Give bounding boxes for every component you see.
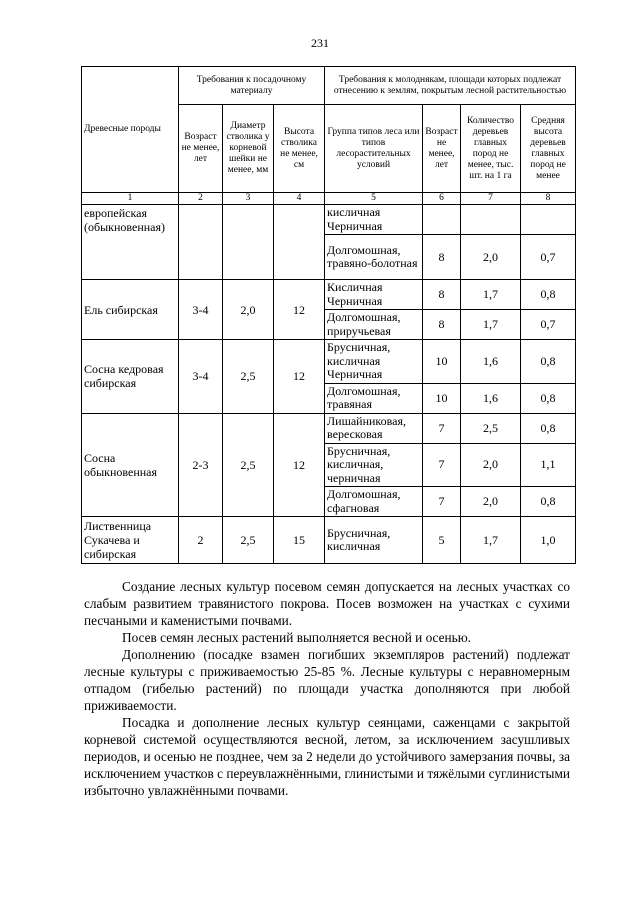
seedling-height: 12	[274, 413, 325, 517]
average-height: 0,8	[521, 280, 576, 310]
body-text	[84, 578, 570, 799]
paragraph: Создание лесных культур посевом семян допускается на лесных участках со слабым развитием травянистого покрова. Посев возможен на участках с сухими песчаными и каменистыми почвами.	[84, 579, 570, 628]
paragraph: Дополнению (посадке взамен погибших экземпляров растений) подлежат лесные культуры с приживаемостью 25-85 %. Лесные культуры с неравномерным отпадом (гибелью растений) по площади участка дополняются при любой приживаемости.	[84, 647, 570, 713]
seedling-age: 3-4	[179, 340, 223, 414]
table-row	[82, 517, 576, 564]
forest-type: Долгомошная, травяная	[325, 383, 423, 413]
average-height: 0,7	[521, 310, 576, 340]
forest-type: Брусничная, кисличная	[325, 517, 423, 564]
seedling-height: 12	[274, 280, 325, 340]
forest-type: кисличная Черничная	[325, 205, 423, 235]
tree-count: 1,6	[461, 383, 521, 413]
species-name: Сосна кедровая сибирская	[82, 340, 179, 414]
tree-count: 1,7	[461, 310, 521, 340]
column-number: 1	[82, 193, 179, 205]
header-species: Древесные породы	[82, 67, 179, 193]
average-height	[521, 205, 576, 235]
average-height: 0,8	[521, 340, 576, 384]
seedling-diameter: 2,5	[223, 340, 274, 414]
seedling-diameter	[223, 205, 274, 280]
header-age: Возраст не менее, лет	[179, 105, 223, 193]
seedling-age: 2-3	[179, 413, 223, 517]
tree-count: 2,0	[461, 443, 521, 487]
seedling-age	[179, 205, 223, 280]
young-age: 10	[423, 383, 461, 413]
page-number: 231	[311, 36, 329, 50]
header-diameter: Диаметр стволика у корневой шейки не менее, мм	[223, 105, 274, 193]
young-age: 8	[423, 310, 461, 340]
seedling-age: 2	[179, 517, 223, 564]
column-number: 2	[179, 193, 223, 205]
tree-count: 2,0	[461, 235, 521, 280]
young-age: 7	[423, 413, 461, 443]
forest-type: Брусничная, кисличная, черничная	[325, 443, 423, 487]
column-number: 3	[223, 193, 274, 205]
young-age: 7	[423, 443, 461, 487]
tree-count: 2,5	[461, 413, 521, 443]
seedling-diameter: 2,5	[223, 413, 274, 517]
table-row	[82, 280, 576, 310]
average-height: 1,0	[521, 517, 576, 564]
tree-count	[461, 205, 521, 235]
header-young-age: Возраст не менее, лет	[423, 105, 461, 193]
species-name: Лиственница Сукачева и сибирская	[82, 517, 179, 564]
column-number: 7	[461, 193, 521, 205]
average-height: 0,8	[521, 383, 576, 413]
header-forest-type: Группа типов леса или типов лесорастительных условий	[325, 105, 423, 193]
table-row	[82, 413, 576, 443]
average-height: 0,8	[521, 487, 576, 517]
young-age: 8	[423, 235, 461, 280]
seedling-diameter: 2,0	[223, 280, 274, 340]
forest-requirements-table	[81, 66, 576, 564]
seedling-height: 15	[274, 517, 325, 564]
table-row	[82, 205, 576, 235]
young-age: 7	[423, 487, 461, 517]
species-name: европейская (обыкновенная)	[82, 205, 179, 280]
average-height: 0,7	[521, 235, 576, 280]
species-name: Ель сибирская	[82, 280, 179, 340]
young-age: 5	[423, 517, 461, 564]
paragraph: Посев семян лесных растений выполняется весной и осенью.	[122, 630, 471, 645]
header-young-stands: Требования к молоднякам, площади которых подлежат отнесению к землям, покрытым лесной растительностью	[325, 67, 576, 105]
seedling-height	[274, 205, 325, 280]
column-number: 8	[521, 193, 576, 205]
column-number: 6	[423, 193, 461, 205]
column-number: 5	[325, 193, 423, 205]
seedling-height: 12	[274, 340, 325, 414]
forest-type: Брусничная, кисличная Черничная	[325, 340, 423, 384]
average-height: 1,1	[521, 443, 576, 487]
column-number: 4	[274, 193, 325, 205]
tree-count: 1,7	[461, 280, 521, 310]
forest-type: Долгомошная, приручьевая	[325, 310, 423, 340]
paragraph: Посадка и дополнение лесных культур сеянцами, саженцами с закрытой корневой системой осуществляются весной, летом, за исключением засушливых периодов, и осенью не позднее, чем за 2 недели до устойчивого замерзания почвы, за исключением участков с переувлажнёнными, глинистыми и тяжёлыми суглинистыми избыточно увлажнёнными почвами.	[84, 715, 570, 798]
forest-type: Лишайниковая, вересковая	[325, 413, 423, 443]
header-tree-count: Количество деревьев главных пород не менее, тыс. шт. на 1 га	[461, 105, 521, 193]
forest-type: Долгомошная, сфагновая	[325, 487, 423, 517]
forest-type: Долгомошная, травяно-болотная	[325, 235, 423, 280]
seedling-age: 3-4	[179, 280, 223, 340]
seedling-diameter: 2,5	[223, 517, 274, 564]
table-row	[82, 340, 576, 384]
header-height: Высота стволика не менее, см	[274, 105, 325, 193]
young-age: 8	[423, 280, 461, 310]
tree-count: 1,6	[461, 340, 521, 384]
species-name: Сосна обыкновенная	[82, 413, 179, 517]
tree-count: 2,0	[461, 487, 521, 517]
header-planting-material: Требования к посадочному материалу	[179, 67, 325, 105]
young-age: 10	[423, 340, 461, 384]
header-average-height: Средняя высота деревьев главных пород не менее	[521, 105, 576, 193]
young-age	[423, 205, 461, 235]
forest-type: Кисличная Черничная	[325, 280, 423, 310]
average-height: 0,8	[521, 413, 576, 443]
tree-count: 1,7	[461, 517, 521, 564]
